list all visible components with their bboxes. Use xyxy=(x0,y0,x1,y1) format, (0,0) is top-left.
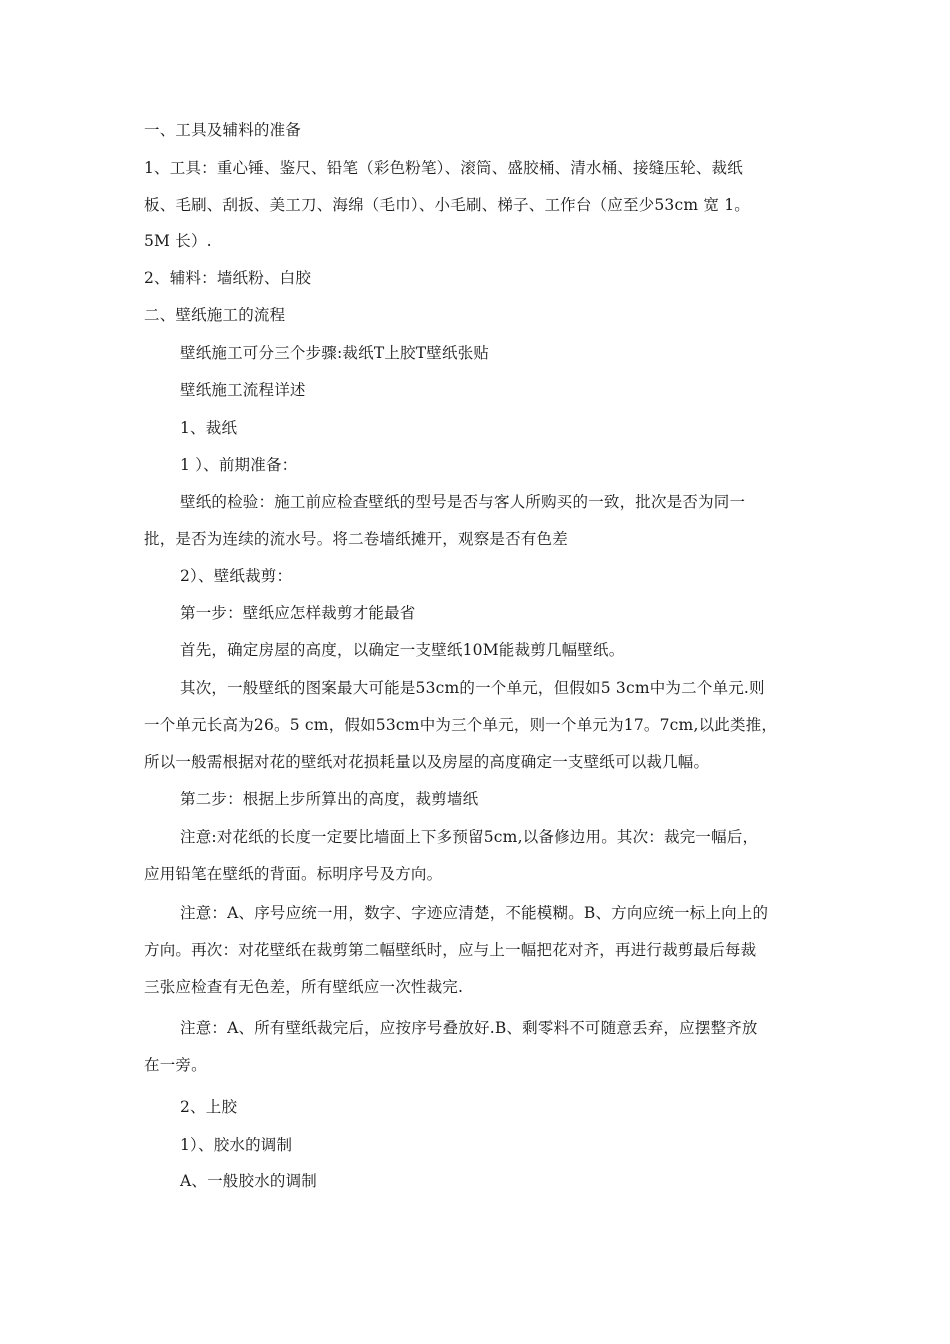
subheading: 1）、胶水的调制 xyxy=(180,1136,293,1154)
paragraph-line: 三张应检查有无色差，所有壁纸应一次性裁完. xyxy=(144,978,464,996)
paragraph-line: 首先，确定房屋的高度，以确定一支壁纸10M能裁剪几幅壁纸。 xyxy=(180,641,625,659)
subheading: 1、裁纸 xyxy=(180,419,238,437)
paragraph-line: 所以一般需根据对花的壁纸对花损耗量以及房屋的高度确定一支壁纸可以裁几幅。 xyxy=(144,753,710,771)
paragraph-line: 注意：A、所有壁纸裁完后，应按序号叠放好.B、剩零料不可随意丢弃，应摆整齐放 xyxy=(180,1019,758,1037)
paragraph-line: 批，是否为连续的流水号。将二卷墙纸摊开，观察是否有色差 xyxy=(144,530,568,548)
subheading: 2）、壁纸裁剪： xyxy=(180,567,293,585)
subheading: A、一般胶水的调制 xyxy=(180,1172,317,1190)
subheading: 2、上胶 xyxy=(180,1098,238,1116)
paragraph-line: 第一步：壁纸应怎样裁剪才能最省 xyxy=(180,604,416,622)
paragraph-line: 一个单元长高为26。5 cm，假如53cm中为三个单元，则一个单元为17。7cm,以此类推， xyxy=(144,716,778,734)
paragraph-line: 方向。再次：对花壁纸在裁剪第二幅壁纸时，应与上一幅把花对齐，再进行裁剪最后每裁 xyxy=(144,941,757,959)
subheading: 壁纸施工流程详述 xyxy=(180,381,306,399)
paragraph-line: 2、辅料：墙纸粉、白胶 xyxy=(144,269,312,287)
paragraph-line: 第二步：根据上步所算出的高度，裁剪墙纸 xyxy=(180,790,479,808)
paragraph-line: 其次，一般壁纸的图案最大可能是53cm的一个单元，但假如5 3cm中为二个单元.则 xyxy=(180,679,765,697)
paragraph-line: 壁纸施工可分三个步骤:裁纸T上胶T壁纸张贴 xyxy=(180,344,490,362)
paragraph-line: 5M 长）. xyxy=(144,232,212,250)
paragraph-line: 板、毛刷、刮扳、美工刀、海绵（毛巾）、小毛刷、梯子、工作台（应至少53cm 宽 1。 xyxy=(144,196,750,214)
subheading: 1 ）、前期准备： xyxy=(180,456,298,474)
paragraph-line: 应用铅笔在壁纸的背面。标明序号及方向。 xyxy=(144,865,443,883)
heading-1: 一、工具及辅料的准备 xyxy=(144,121,302,139)
heading-2: 二、壁纸施工的流程 xyxy=(144,306,286,324)
paragraph-line: 壁纸的检验：施工前应检查壁纸的型号是否与客人所购买的一致，批次是否为同一 xyxy=(180,493,746,511)
paragraph-line: 在一旁。 xyxy=(144,1056,207,1074)
paragraph-line: 注意：A、序号应统一用，数字、字迹应清楚，不能模糊。B、方向应统一标上向上的 xyxy=(180,904,769,922)
paragraph-line: 注意:对花纸的长度一定要比墙面上下多预留5cm,以备修边用。其次：裁完一幅后， xyxy=(180,828,759,846)
paragraph-line: 1、工具：重心锤、鉴尺、铅笔（彩色粉笔）、滚筒、盛胶桶、清水桶、接缝压轮、裁纸 xyxy=(144,159,743,177)
